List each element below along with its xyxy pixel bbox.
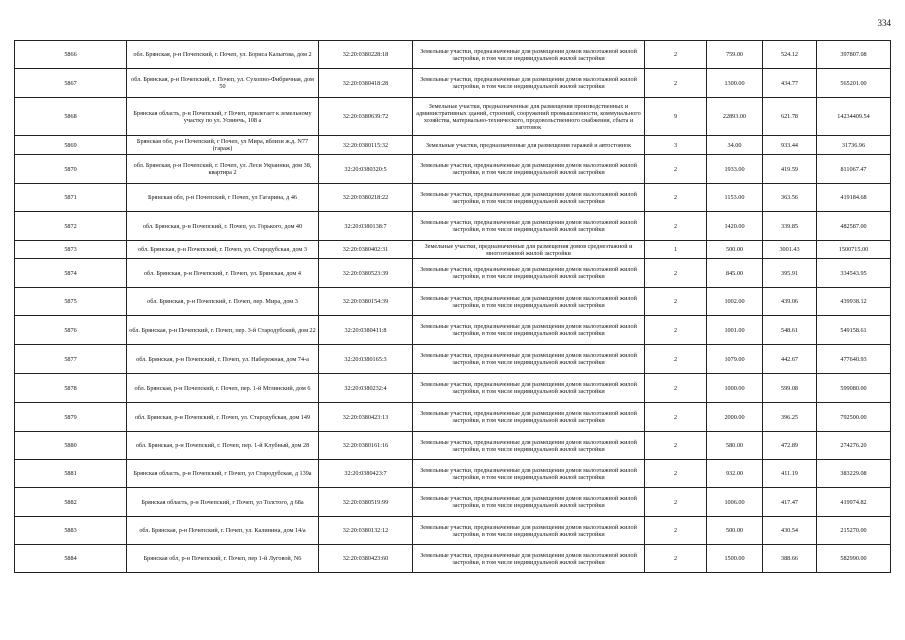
unit-value-cell: 395.91 [763, 259, 817, 288]
area-cell: 1500.00 [707, 545, 763, 573]
address-cell: Брянская область, р-н Почепский, г Почеп, ул Стародубская, д 139а [127, 460, 319, 488]
land-use-cell: Земельные участки, предназначенные для размещения гаражей и автостоянок [413, 136, 645, 155]
table-row [15, 460, 891, 488]
table-row [15, 41, 891, 69]
land-use-cell: Земельные участки, предназначенные для размещения производственных и административных зданий, строений, сооружений промышленности, коммунального хозяйства, материально-технического, продовольственного снабжения, сбыта и заготовок [413, 98, 645, 136]
table-row [15, 316, 891, 345]
row-number: 5879 [15, 403, 127, 432]
table-row [15, 69, 891, 98]
unit-value-cell: 472.89 [763, 432, 817, 460]
area-cell: 580.00 [707, 432, 763, 460]
table-row [15, 517, 891, 545]
table-row [15, 345, 891, 374]
cadastral-value-cell: 565201.00 [817, 69, 891, 98]
unit-value-cell: 388.66 [763, 545, 817, 573]
table-row [15, 155, 891, 184]
unit-value-cell: 434.77 [763, 69, 817, 98]
land-use-cell: Земельные участки, предназначенные для размещения домов малоэтажной жилой застройки, в том числе индивидуальной жилой застройки [413, 155, 645, 184]
cadastral-number-cell: 32:20:0380138:7 [319, 212, 413, 241]
row-number: 5878 [15, 374, 127, 403]
table-row [15, 98, 891, 136]
row-number: 5875 [15, 288, 127, 316]
cadastral-number-cell: 32:20:0380115:32 [319, 136, 413, 155]
table-row [15, 184, 891, 212]
unit-value-cell: 419.59 [763, 155, 817, 184]
cadastral-number-cell: 32:20:0380161:16 [319, 432, 413, 460]
unit-value-cell: 396.25 [763, 403, 817, 432]
unit-value-cell: 442.67 [763, 345, 817, 374]
group-cell: 2 [645, 432, 707, 460]
area-cell: 1300.00 [707, 69, 763, 98]
row-number: 5877 [15, 345, 127, 374]
address-cell: Брянская область, р-н Почепский, г Почеп, прилегает к земельному участку по ул. Усвинчь, 108 а [127, 98, 319, 136]
area-cell: 1420.00 [707, 212, 763, 241]
area-cell: 500.00 [707, 517, 763, 545]
table-row [15, 403, 891, 432]
unit-value-cell: 417.47 [763, 488, 817, 517]
land-use-cell: Земельные участки, предназначенные для размещения домов малоэтажной жилой застройки, в том числе индивидуальной жилой застройки [413, 259, 645, 288]
land-use-cell: Земельные участки, предназначенные для размещения домов малоэтажной жилой застройки, в том числе индивидуальной жилой застройки [413, 316, 645, 345]
cadastral-number-cell: 32:20:0380519:99 [319, 488, 413, 517]
land-use-cell: Земельные участки, предназначенные для размещения домов малоэтажной жилой застройки, в том числе индивидуальной жилой застройки [413, 288, 645, 316]
group-cell: 2 [645, 403, 707, 432]
unit-value-cell: 621.78 [763, 98, 817, 136]
cadastral-number-cell: 32:20:0380228:18 [319, 41, 413, 69]
group-cell: 2 [645, 545, 707, 573]
address-cell: обл. Брянская, р-н Почепский, г. Почеп, пер. 3-й Стародубский, дом 22 [127, 316, 319, 345]
land-use-cell: Земельные участки, предназначенные для размещения домов малоэтажной жилой застройки, в том числе индивидуальной жилой застройки [413, 212, 645, 241]
cadastral-value-cell: 811067.47 [817, 155, 891, 184]
cadastral-number-cell: 32:20:0380402:31 [319, 241, 413, 259]
cadastral-value-cell: 477640.93 [817, 345, 891, 374]
land-use-cell: Земельные участки, предназначенные для размещения домов малоэтажной жилой застройки, в том числе индивидуальной жилой застройки [413, 517, 645, 545]
unit-value-cell: 411.19 [763, 460, 817, 488]
cadastral-value-cell: 334543.95 [817, 259, 891, 288]
cadastral-number-cell: 32:20:0380523:39 [319, 259, 413, 288]
land-use-cell: Земельные участки, предназначенные для размещения домов малоэтажной жилой застройки, в том числе индивидуальной жилой застройки [413, 403, 645, 432]
area-cell: 500.00 [707, 241, 763, 259]
cadastral-value-cell: 215270.00 [817, 517, 891, 545]
row-number: 5868 [15, 98, 127, 136]
unit-value-cell: 548.61 [763, 316, 817, 345]
cadastral-number-cell: 32:20:0380423:60 [319, 545, 413, 573]
group-cell: 2 [645, 374, 707, 403]
cadastral-value-cell: 1500715.00 [817, 241, 891, 259]
row-number: 5871 [15, 184, 127, 212]
land-use-cell: Земельные участки, предназначенные для размещения домов малоэтажной жилой застройки, в том числе индивидуальной жилой застройки [413, 460, 645, 488]
unit-value-cell: 933.44 [763, 136, 817, 155]
unit-value-cell: 363.56 [763, 184, 817, 212]
cadastral-value-cell: 599080.00 [817, 374, 891, 403]
table-row [15, 212, 891, 241]
group-cell: 2 [645, 288, 707, 316]
address-cell: Брянская обл, р-н Почепский, г Почеп, ул Гагарина, д 46 [127, 184, 319, 212]
row-number: 5874 [15, 259, 127, 288]
land-use-cell: Земельные участки, предназначенные для размещения домов среднеэтажной и многоэтажной жилой застройки [413, 241, 645, 259]
area-cell: 1006.00 [707, 488, 763, 517]
row-number: 5866 [15, 41, 127, 69]
group-cell: 2 [645, 259, 707, 288]
cadastral-number-cell: 32:20:0380165:3 [319, 345, 413, 374]
land-use-cell: Земельные участки, предназначенные для размещения домов малоэтажной жилой застройки, в том числе индивидуальной жилой застройки [413, 69, 645, 98]
cadastral-value-cell: 31736.96 [817, 136, 891, 155]
cadastral-value-cell: 482587.00 [817, 212, 891, 241]
land-use-cell: Земельные участки, предназначенные для размещения домов малоэтажной жилой застройки, в том числе индивидуальной жилой застройки [413, 374, 645, 403]
unit-value-cell: 430.54 [763, 517, 817, 545]
area-cell: 22893.00 [707, 98, 763, 136]
cadastral-number-cell: 32:20:0380132:12 [319, 517, 413, 545]
group-cell: 9 [645, 98, 707, 136]
table-row [15, 374, 891, 403]
group-cell: 2 [645, 184, 707, 212]
cadastral-value-cell: 419974.82 [817, 488, 891, 517]
cadastral-number-cell: 32:20:0380423:7 [319, 460, 413, 488]
cadastral-number-cell: 32:20:0380418:28 [319, 69, 413, 98]
address-cell: обл. Брянская, р-н Почепский, г. Почеп, пер. 1-й Клубный, дом 28 [127, 432, 319, 460]
row-number: 5880 [15, 432, 127, 460]
cadastral-number-cell: 32:20:0380320:5 [319, 155, 413, 184]
cadastral-value-cell: 397807.08 [817, 41, 891, 69]
table-row [15, 488, 891, 517]
land-use-cell: Земельные участки, предназначенные для размещения домов малоэтажной жилой застройки, в том числе индивидуальной жилой застройки [413, 432, 645, 460]
area-cell: 845.00 [707, 259, 763, 288]
page-number: 334 [877, 18, 891, 28]
row-number: 5881 [15, 460, 127, 488]
table-row [15, 136, 891, 155]
area-cell: 1153.00 [707, 184, 763, 212]
row-number: 5884 [15, 545, 127, 573]
group-cell: 1 [645, 241, 707, 259]
row-number: 5870 [15, 155, 127, 184]
address-cell: обл. Брянская, р-н Почепский, г. Почеп, ул. Стародубская, дом 149 [127, 403, 319, 432]
cadastral-value-cell: 792500.00 [817, 403, 891, 432]
group-cell: 3 [645, 136, 707, 155]
area-cell: 1001.00 [707, 316, 763, 345]
group-cell: 2 [645, 316, 707, 345]
cadastral-number-cell: 32:20:0380154:39 [319, 288, 413, 316]
cadastral-value-cell: 14234409.54 [817, 98, 891, 136]
land-use-cell: Земельные участки, предназначенные для размещения домов малоэтажной жилой застройки, в том числе индивидуальной жилой застройки [413, 345, 645, 374]
cadastral-value-cell: 439938.12 [817, 288, 891, 316]
group-cell: 2 [645, 517, 707, 545]
group-cell: 2 [645, 41, 707, 69]
group-cell: 2 [645, 212, 707, 241]
cadastral-number-cell: 32:20:0380639:72 [319, 98, 413, 136]
unit-value-cell: 3001.43 [763, 241, 817, 259]
address-cell: обл. Брянская, р-н Почепский, г. Почеп, ул. Сухопно-Фибричная, дом 50 [127, 69, 319, 98]
area-cell: 1079.00 [707, 345, 763, 374]
row-number: 5876 [15, 316, 127, 345]
group-cell: 2 [645, 488, 707, 517]
address-cell: обл. Брянская, р-н Почепский, г. Почеп, ул. Леси Украинки, дом 38, квартира 2 [127, 155, 319, 184]
cadastral-number-cell: 32:20:0380411:8 [319, 316, 413, 345]
address-cell: Брянская область, р-н Почепский, г Почеп, ул Толстого, д 68а [127, 488, 319, 517]
land-use-cell: Земельные участки, предназначенные для размещения домов малоэтажной жилой застройки, в том числе индивидуальной жилой застройки [413, 41, 645, 69]
row-number: 5873 [15, 241, 127, 259]
address-cell: обл. Брянская, р-н Почепский, г. Почеп, пер. Мира, дом 3 [127, 288, 319, 316]
address-cell: обл. Брянская, р-н Почепский, г. Почеп, ул. Горького, дом 40 [127, 212, 319, 241]
group-cell: 2 [645, 460, 707, 488]
row-number: 5883 [15, 517, 127, 545]
cadastral-value-cell: 549158.61 [817, 316, 891, 345]
cadastral-value-cell: 383229.08 [817, 460, 891, 488]
address-cell: Брянская обл, р-н Почепский, г Почеп, ул Мира, вблизи ж.д. N77 (гараж) [127, 136, 319, 155]
cadastral-value-table [14, 40, 891, 573]
address-cell: обл. Брянская, р-н Почепский, г. Почеп, ул. Бориса Калыгова, дом 2 [127, 41, 319, 69]
address-cell: обл. Брянская, р-н Почепский, г. Почеп, ул. Набережная, дом 74-а [127, 345, 319, 374]
group-cell: 2 [645, 155, 707, 184]
address-cell: обл. Брянская, р-н Почепский, г. Почеп, ул. Калинина, дом 14/а [127, 517, 319, 545]
land-use-cell: Земельные участки, предназначенные для размещения домов малоэтажной жилой застройки, в том числе индивидуальной жилой застройки [413, 184, 645, 212]
table-row [15, 259, 891, 288]
land-use-cell: Земельные участки, предназначенные для размещения домов малоэтажной жилой застройки, в том числе индивидуальной жилой застройки [413, 545, 645, 573]
unit-value-cell: 339.85 [763, 212, 817, 241]
row-number: 5882 [15, 488, 127, 517]
cadastral-number-cell: 32:20:0380232:4 [319, 374, 413, 403]
table-body [15, 41, 891, 573]
group-cell: 2 [645, 345, 707, 374]
area-cell: 759.00 [707, 41, 763, 69]
cadastral-value-cell: 274276.20 [817, 432, 891, 460]
cadastral-number-cell: 32:20:0380423:13 [319, 403, 413, 432]
address-cell: обл. Брянская, р-н Почепский, г. Почеп, ул. Стародубская, дом 3 [127, 241, 319, 259]
table-row [15, 432, 891, 460]
table-row [15, 545, 891, 573]
row-number: 5872 [15, 212, 127, 241]
group-cell: 2 [645, 69, 707, 98]
row-number: 5869 [15, 136, 127, 155]
row-number: 5867 [15, 69, 127, 98]
cadastral-value-cell: 419184.68 [817, 184, 891, 212]
area-cell: 1933.00 [707, 155, 763, 184]
cadastral-value-cell: 582990.00 [817, 545, 891, 573]
cadastral-number-cell: 32:20:0380218:22 [319, 184, 413, 212]
area-cell: 34.00 [707, 136, 763, 155]
area-cell: 1002.00 [707, 288, 763, 316]
unit-value-cell: 599.08 [763, 374, 817, 403]
area-cell: 1000.00 [707, 374, 763, 403]
area-cell: 2000.00 [707, 403, 763, 432]
address-cell: обл. Брянская, р-н Почепский, г. Почеп, пер. 1-й Мглинский, дом 6 [127, 374, 319, 403]
address-cell: обл. Брянская, р-н Почепский, г. Почеп, ул. Брянская, дом 4 [127, 259, 319, 288]
table-row [15, 241, 891, 259]
area-cell: 932.00 [707, 460, 763, 488]
unit-value-cell: 524.12 [763, 41, 817, 69]
address-cell: Брянская обл, р-н Почепский, г. Почеп, пер 1-й Луговой, N6 [127, 545, 319, 573]
unit-value-cell: 439.06 [763, 288, 817, 316]
land-use-cell: Земельные участки, предназначенные для размещения домов малоэтажной жилой застройки, в том числе индивидуальной жилой застройки [413, 488, 645, 517]
table-row [15, 288, 891, 316]
